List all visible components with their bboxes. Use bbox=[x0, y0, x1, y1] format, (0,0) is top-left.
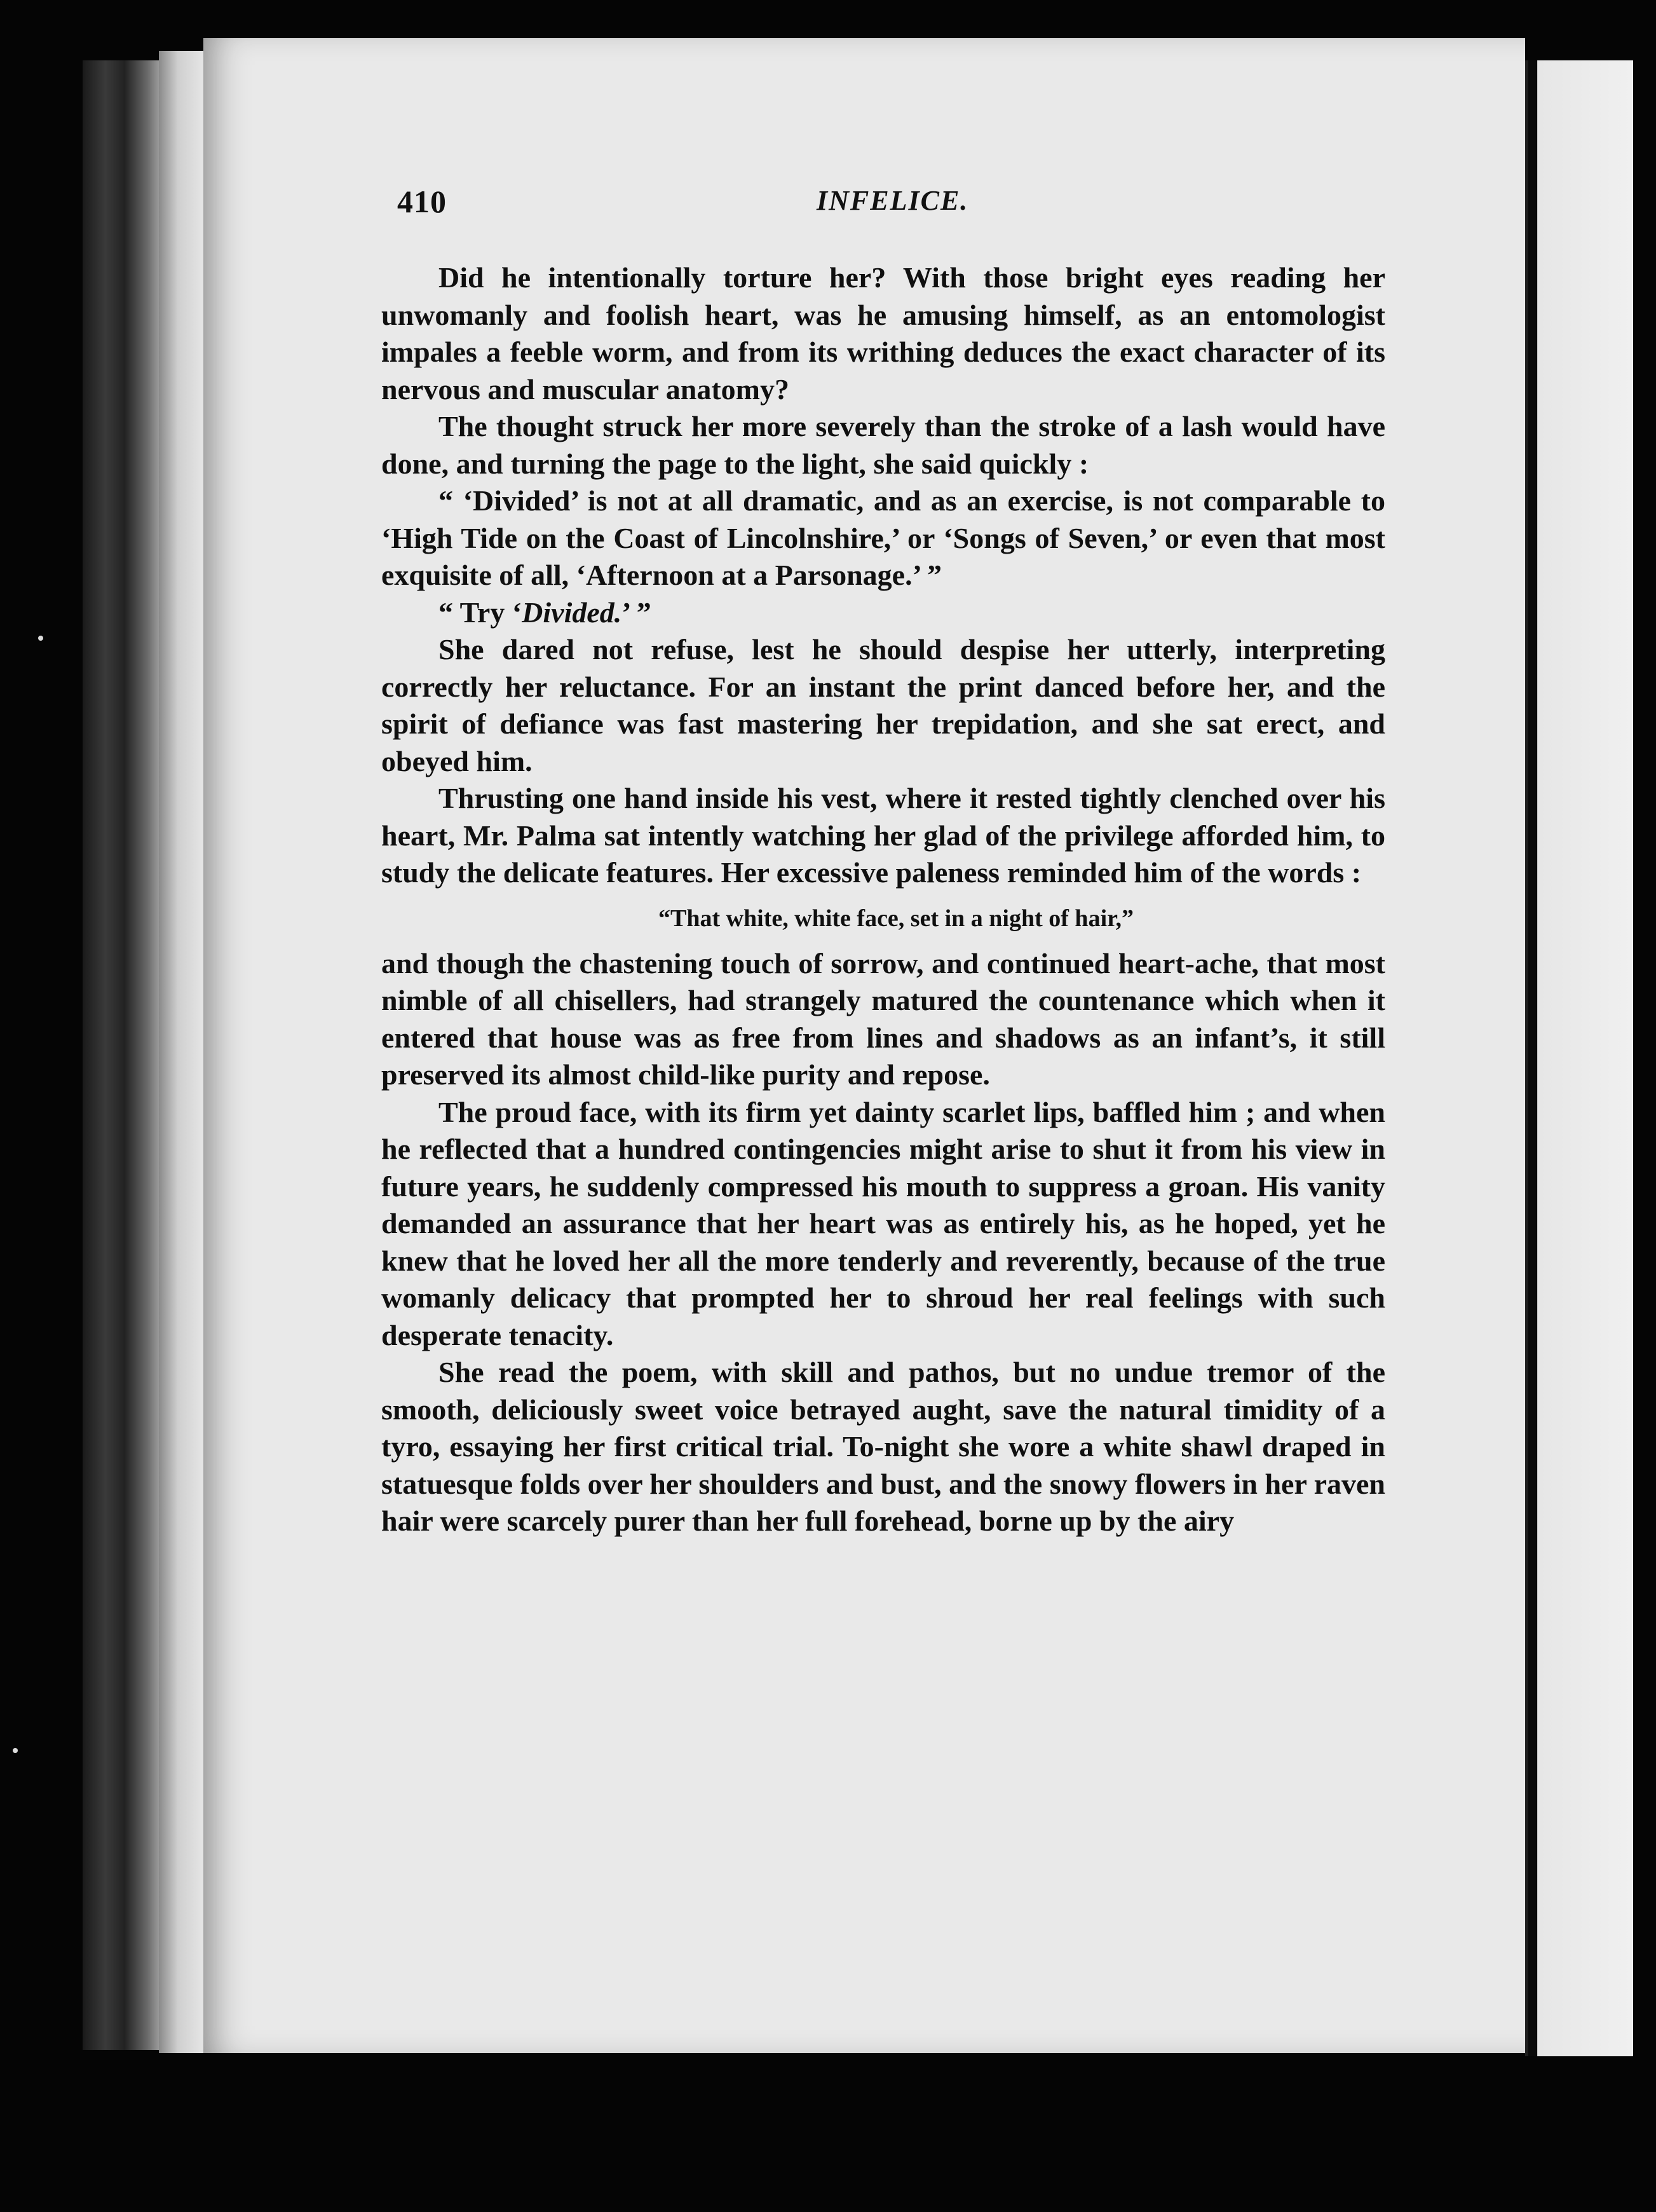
paragraph: The thought struck her more severely than the stroke of a lash would have done, and turning the page to the light, she said quickly : bbox=[381, 410, 1385, 480]
paragraph: Did he intentionally torture her? With those bright eyes reading her unwomanly and foolish heart, was he amusing himself, as an entomologist impales a feeble worm, and from its writhing deduces the exact character of its nervous and muscular anatomy? bbox=[381, 261, 1385, 406]
page-body-text bbox=[381, 259, 1385, 1540]
paragraph: and though the chastening touch of sorrow, and continued heart-ache, that most nimble of all chisellers, had strangely matured the countenance which when it entered that house was as free from lines and shadows as an infant’s, it still preserved its almost child-like purity and repose. bbox=[381, 946, 1385, 1091]
dialogue-line bbox=[381, 594, 1385, 632]
book-binding bbox=[83, 60, 159, 2050]
running-title: INFELICE. bbox=[817, 185, 969, 216]
page-fold-shadow bbox=[1528, 60, 1537, 2056]
paragraph: She read the poem, with skill and pathos, but no undue tremor of the smooth, deliciously sweet voice betrayed aught, save the natural timidity of a tyro, essaying her first critical trial. To-night she wore a white shawl draped in statuesque folds over her shoulders and bust, and the snowy flowers in her raven hair were scarcely purer than her full forehead, borne up by the airy bbox=[381, 1356, 1385, 1537]
page-gutter bbox=[159, 51, 207, 2053]
adjacent-page-edge bbox=[1525, 60, 1633, 2056]
paragraph: Thrusting one hand inside his vest, where it rested tightly clenched over his heart, Mr. Palma sat intently watching her glad of the privilege afforded him, to study the delicate features. Her excessive paleness reminded him of the words : bbox=[381, 782, 1385, 889]
paragraph: She dared not refuse, lest he should despise her utterly, interpreting correctly her reluctance. For an instant the print danced before her, and the spirit of defiance was fast mastering her trepidation, and she sat erect, and obeyed him. bbox=[381, 633, 1385, 777]
dialogue-prefix: “ Try ‘ bbox=[438, 596, 522, 629]
dialogue-emphasis: Divided. bbox=[522, 596, 622, 629]
page-number: 410 bbox=[397, 184, 447, 219]
paragraph: “ ‘Divided’ is not at all dramatic, and as an exercise, is not comparable to ‘High Tide on the Coast of Lincolnshire,’ or ‘Songs of Seven,’ or even that most exquisite of all, ‘Afternoon at a Parsonage.’ ” bbox=[381, 484, 1385, 591]
scan-speck bbox=[13, 1748, 18, 1753]
dialogue-suffix: ’ ” bbox=[621, 596, 651, 629]
paragraph: The proud face, with its firm yet dainty scarlet lips, baffled him ; and when he reflected that a hundred contingencies might arise to shut it from his view in future years, he suddenly compressed his mouth to suppress a groan. His vanity demanded an assurance that her heart was as entirely his, as he hoped, yet he knew that he loved her all the more tenderly and reverently, because of the true womanly delicacy that prompted her to shroud her real feelings with such desperate tenacity. bbox=[381, 1095, 1385, 1351]
scan-speck bbox=[38, 636, 43, 641]
running-head bbox=[397, 183, 1627, 228]
block-quotation: “That white, white face, set in a night of hair,” bbox=[658, 905, 1134, 932]
